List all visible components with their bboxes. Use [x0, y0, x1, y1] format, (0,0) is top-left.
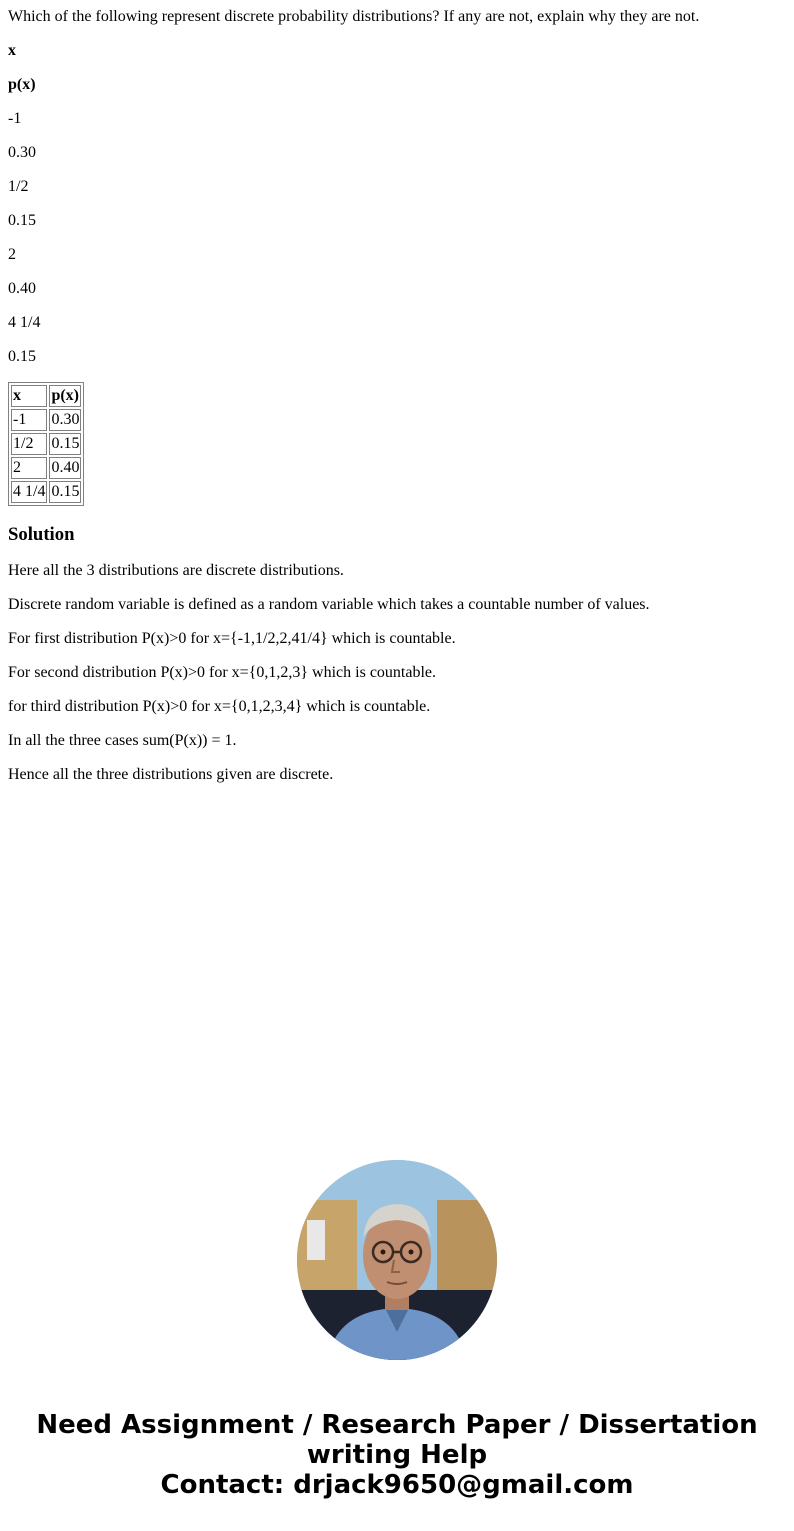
author-portrait-icon	[297, 1160, 497, 1360]
promo-footer	[0, 1160, 794, 1500]
table-cell: 0.40	[49, 457, 81, 479]
table-cell: 0.15	[49, 433, 81, 455]
document-body	[0, 8, 794, 784]
list-header-px: p(x)	[8, 76, 36, 93]
list-item: 0.15	[8, 348, 36, 365]
table-cell: 0.30	[49, 409, 81, 431]
solution-paragraph: Discrete random variable is defined as a random variable which takes a countable number of values.	[8, 596, 650, 613]
table-cell: 2	[11, 457, 47, 479]
table-cell: -1	[11, 409, 47, 431]
solution-paragraph: In all the three cases sum(P(x)) = 1.	[8, 732, 237, 749]
list-item: 0.15	[8, 212, 36, 229]
list-item: 0.30	[8, 144, 36, 161]
list-item: 4 1/4	[8, 314, 41, 331]
solution-paragraph: For first distribution P(x)>0 for x={-1,1/2,2,41/4} which is countable.	[8, 630, 456, 647]
promo-line: writing Help	[306, 1440, 488, 1470]
promo-text	[0, 1410, 794, 1500]
list-item: -1	[8, 110, 22, 127]
table-cell: 1/2	[11, 433, 47, 455]
list-item: 2	[8, 246, 16, 263]
table-row	[11, 433, 81, 455]
solution-heading: Solution	[8, 524, 75, 545]
promo-contact[interactable]: Contact: drjack9650@gmail.com	[160, 1470, 634, 1500]
solution-paragraph: for third distribution P(x)>0 for x={0,1,2,3,4} which is countable.	[8, 698, 431, 715]
table-cell: 4 1/4	[11, 481, 47, 503]
promo-line: Need Assignment / Research Paper / Dissertation	[36, 1410, 758, 1440]
list-header-x: x	[8, 42, 16, 59]
author-avatar	[297, 1160, 497, 1360]
table-row	[11, 409, 81, 431]
list-item: 1/2	[8, 178, 29, 195]
table-header-px: p(x)	[49, 385, 81, 407]
distribution-table	[8, 382, 84, 506]
table-header-x: x	[11, 385, 47, 407]
table-row	[11, 457, 81, 479]
solution-paragraph: Hence all the three distributions given are discrete.	[8, 766, 334, 783]
table-header-row	[11, 385, 81, 407]
list-item: 0.40	[8, 280, 36, 297]
question-text: Which of the following represent discrete probability distributions? If any are not, explain why they are not.	[8, 8, 700, 25]
table-row	[11, 481, 81, 503]
solution-paragraph: Here all the 3 distributions are discrete distributions.	[8, 562, 344, 579]
solution-paragraph: For second distribution P(x)>0 for x={0,1,2,3} which is countable.	[8, 664, 437, 681]
table-cell: 0.15	[49, 481, 81, 503]
